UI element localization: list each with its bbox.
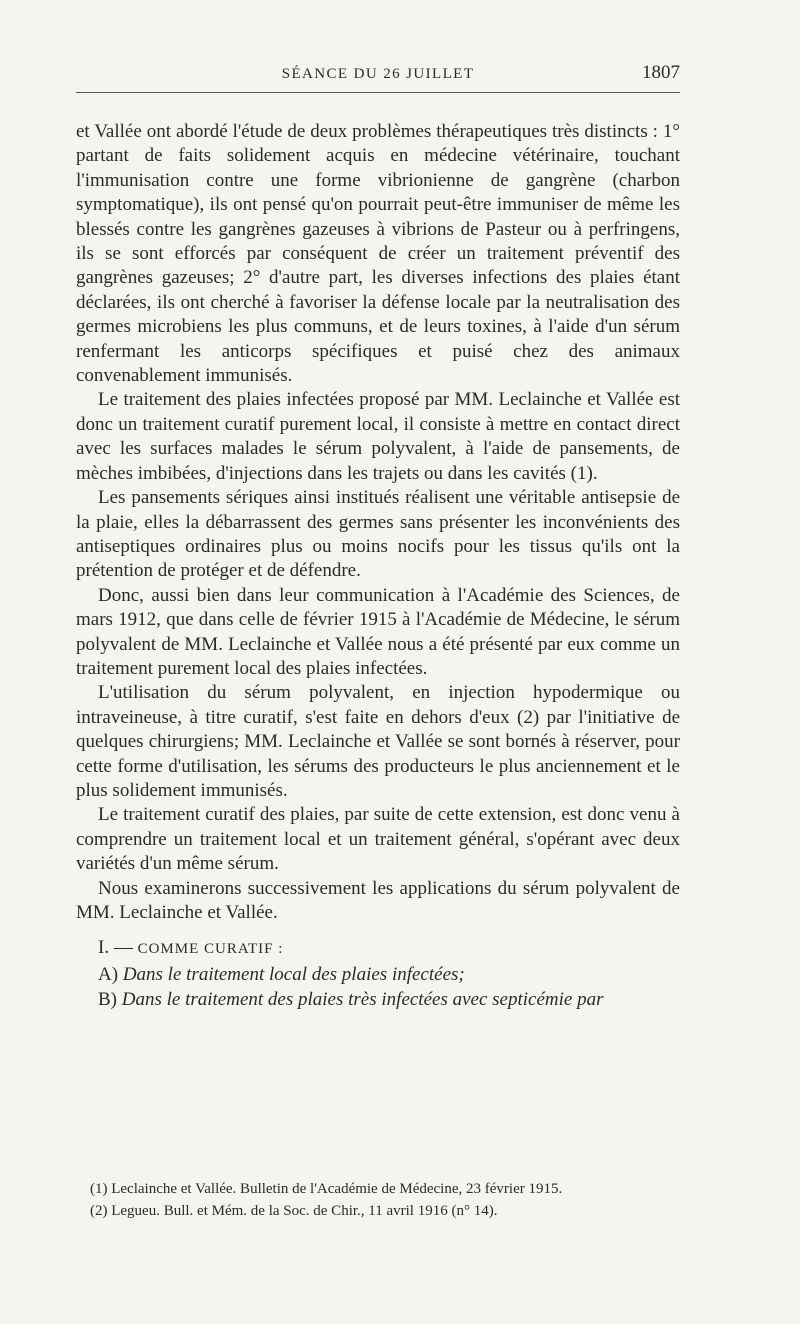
paragraph-7: Nous examinerons successivement les applications du sérum polyvalent de MM. Leclainche et Vallée. bbox=[76, 877, 680, 923]
outline-item-b bbox=[76, 987, 680, 1012]
paragraph-2: Le traitement des plaies infectées proposé par MM. Leclainche et Vallée est donc un traitement curatif purement local, il consiste à mettre en contact direct avec les surfaces malades le sérum polyvalent, à l'aide de pansements, de mèches imbibées, d'injections dans les trajets ou dans les cavités (1). bbox=[76, 389, 680, 484]
paragraph-5: L'utilisation du sérum polyvalent, en injection hypodermique ou intraveineuse, à titre curatif, s'est faite en dehors d'eux (2) par l'initiative de quelques chirurgiens; MM. Leclainche et Vallée se sont bornés à réserver, pour cette forme d'utilisation, les sérums des producteurs le plus anciennement et le plus solidement immunisés. bbox=[76, 682, 680, 801]
footnote-1: (1) Leclainche et Vallée. Bulletin de l'Académie de Médecine, 23 février 1915. bbox=[90, 1181, 563, 1197]
outline-item-a-text: Dans le traitement local des plaies infectées; bbox=[122, 964, 465, 986]
footnote-2: (2) Legueu. Bull. et Mém. de la Soc. de Chir., 11 avril 1916 (n° 14). bbox=[90, 1203, 498, 1219]
outline-heading-title: COMME CURATIF : bbox=[137, 941, 284, 958]
outline-item-b-label: B) bbox=[98, 989, 117, 1011]
outline-item-a bbox=[76, 962, 680, 987]
section-outline bbox=[76, 935, 680, 1012]
running-head: SÉANCE DU 26 JUILLET bbox=[281, 66, 475, 82]
page-number: 1807 bbox=[642, 62, 680, 83]
outline-item-b-text: Dans le traitement des plaies très infectées avec septicémie par bbox=[121, 989, 604, 1011]
paragraph-6: Le traitement curatif des plaies, par suite de cette extension, est donc venu à comprendre un traitement local et un traitement général, s'opérant avec deux variétés d'un même sérum. bbox=[76, 804, 680, 875]
paragraph-3: Les pansements sériques ainsi institués réalisent une véritable antisepsie de la plaie, elles la débarrassent des germes sans présenter les inconvénients des antiseptiques ordinaires plus ou moins nocifs pour les tissus qu'ils ont la prétention de protéger et de défendre. bbox=[76, 487, 680, 582]
paragraph-4: Donc, aussi bien dans leur communication à l'Académie des Sciences, de mars 1912, que dans celle de février 1915 à l'Académie de Médecine, le sérum polyvalent de MM. Leclainche et Vallée nous a été présenté par eux comme un traitement purement local des plaies infectées. bbox=[76, 584, 680, 679]
outline-heading-number: I. — bbox=[98, 937, 133, 959]
body-text bbox=[76, 120, 680, 1012]
outline-item-a-label: A) bbox=[98, 964, 119, 986]
outline-heading bbox=[76, 935, 680, 962]
paragraph-1: et Vallée ont abordé l'étude de deux problèmes thérapeutiques très distincts : 1° partant de faits solidement acquis en médecine vétérinaire, touchant l'immunisation contre une forme vibrionienne de gangrène (charbon symptomatique), ils ont pensé qu'on pourrait peut-être immuniser de même les blessés contre les gangrènes gazeuses à vibrions de Pasteur ou à perfringens, ils se sont efforcés par conséquent de créer un traitement préventif des gangrènes gazeuses; 2° d'autre part, les diverses infections des plaies étant déclarées, ils ont cherché à favoriser la défense locale par la neutralisation des germes microbiens les plus communs, et de leurs toxines, à l'aide d'un sérum renfermant les anticorps spécifiques et puisé chez des animaux convenablement immunisés. bbox=[76, 121, 680, 387]
page-header bbox=[76, 62, 680, 93]
footnotes bbox=[76, 1178, 680, 1222]
